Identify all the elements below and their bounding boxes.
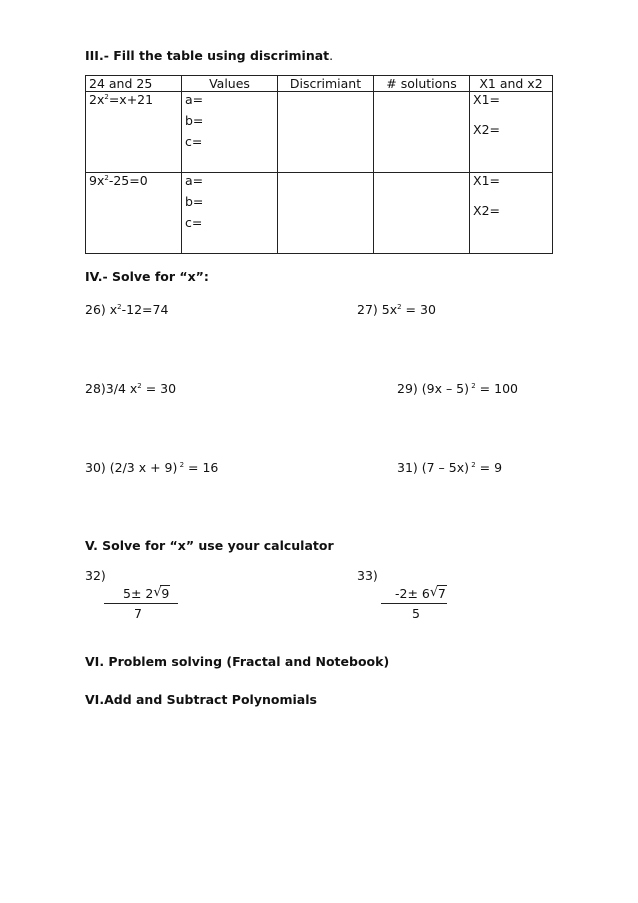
equation-base: 9x bbox=[89, 173, 105, 188]
discriminant-cell[interactable] bbox=[278, 92, 374, 173]
problem-32-label: 32) bbox=[85, 568, 106, 583]
discriminant-cell[interactable] bbox=[278, 173, 374, 254]
section-6-title: VI. Problem solving (Fractal and Notebook) bbox=[85, 654, 390, 669]
square-root: √ 7 bbox=[429, 585, 446, 601]
equation-cell bbox=[86, 92, 182, 173]
section-3-title: III.- Fill the table using discriminat. bbox=[85, 48, 334, 63]
table-header-row bbox=[86, 76, 553, 92]
x1-label: X1= bbox=[473, 92, 500, 107]
section-5-title: V. Solve for “x” use your calculator bbox=[85, 538, 334, 553]
solutions-cell[interactable] bbox=[374, 92, 470, 173]
header-discriminant: Discrimiant bbox=[278, 76, 374, 92]
x2-label: X2= bbox=[473, 122, 500, 137]
equation-rest: -25=0 bbox=[108, 173, 148, 188]
problem-26: 26) $x^2-12=74$ bbox=[85, 302, 169, 317]
problem-28: 28)3/4 $x^2 = 30$ bbox=[85, 381, 177, 396]
equation-cell bbox=[86, 173, 182, 254]
denominator: 5 bbox=[412, 606, 420, 621]
header-values: Values bbox=[182, 76, 278, 92]
problem-33-label: 33) bbox=[357, 568, 378, 583]
title-period: . bbox=[329, 48, 334, 63]
fraction-bar bbox=[104, 603, 178, 604]
problem-30: 30) (2/3 x + 9) $^2$ = 16 bbox=[85, 460, 219, 475]
values-cell bbox=[182, 92, 278, 173]
equation-rest: =x+21 bbox=[108, 92, 154, 107]
equation-base: 2x bbox=[89, 92, 105, 107]
value-a: a= bbox=[185, 92, 204, 107]
denominator: 7 bbox=[134, 606, 142, 621]
header-x1-x2: X1 and x2 bbox=[470, 76, 553, 92]
numerator: 5± 2 √ 9 bbox=[123, 585, 170, 601]
square-root: √ 9 bbox=[153, 585, 170, 601]
fraction-bar bbox=[381, 603, 447, 604]
solutions-cell[interactable] bbox=[374, 173, 470, 254]
values-cell bbox=[182, 173, 278, 254]
x1-x2-cell bbox=[470, 92, 553, 173]
problem-31: 31) (7 – 5x) $^2$ = 9 bbox=[397, 460, 503, 475]
section-7-title: VI.Add and Subtract Polynomials bbox=[85, 692, 317, 707]
x2-label: X2= bbox=[473, 203, 500, 218]
header-solutions: # solutions bbox=[374, 76, 470, 92]
equation-exponent: 2 bbox=[104, 174, 109, 182]
value-b: b= bbox=[185, 194, 204, 209]
numerator: -2± 6 √ 7 bbox=[395, 585, 446, 601]
value-b: b= bbox=[185, 113, 204, 128]
table-row bbox=[86, 92, 553, 173]
x1-label: X1= bbox=[473, 173, 500, 188]
problem-29: 29) (9x – 5) $^2$ = 100 bbox=[397, 381, 518, 396]
value-a: a= bbox=[185, 173, 204, 188]
equation-exponent: 2 bbox=[104, 93, 109, 101]
header-24-and-25: 24 and 25 bbox=[86, 76, 182, 92]
discriminant-table bbox=[85, 75, 553, 254]
value-c: c= bbox=[185, 215, 203, 230]
table-row bbox=[86, 173, 553, 254]
section-4-title: IV.- Solve for “x”: bbox=[85, 269, 209, 284]
problem-27: 27) $5x^2 = 30$ bbox=[357, 302, 436, 317]
x1-x2-cell bbox=[470, 173, 553, 254]
value-c: c= bbox=[185, 134, 203, 149]
